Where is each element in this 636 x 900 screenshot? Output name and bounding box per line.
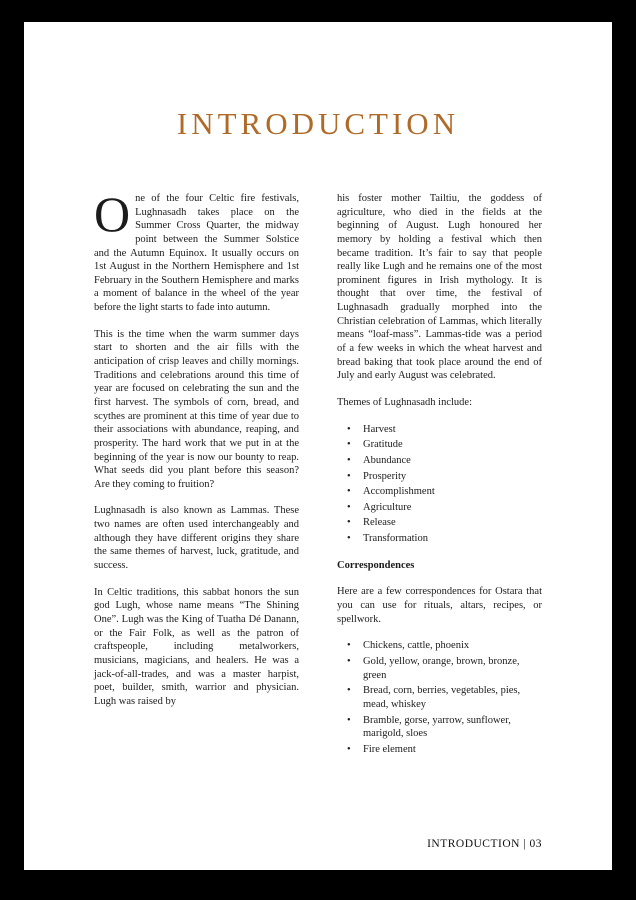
list-item: • Accomplishment	[347, 485, 542, 499]
correspondences-heading: Correspondences	[337, 559, 415, 571]
left-column	[94, 186, 299, 769]
paragraph-dropcap	[94, 186, 299, 315]
paragraph: This is the time when the warm summer days start to shorten and the air fills with the anticipation of crisp leaves and chilly mornings. Traditions and celebrations around this time of year are focused on celebrating the sun and the first harvest. The symbols of corn, bread, and scythes are prominent at this time of year due to their associations with abundance, reaping, and prosperity. The hard work that we put in at the beginning of the year is now our bounty to reap. What seeds did you plant before this season? Are they coming to fruition?	[94, 328, 299, 490]
paragraph-text: ne of the four Celtic fire festivals, Lughnasadh takes place on the Summer Cross Quarter, the midway point between the Summer Solstice and the Autumn Equinox. It usually occurs on 1st August in the Northern Hemisphere and 1st February in the Southern Hemisphere and marks a moment of balance in the wheel of the year before the light starts to fade into autumn.	[94, 193, 299, 314]
list-item: • Harvest	[347, 423, 542, 437]
page-footer: INTRODUCTION | 03	[427, 838, 542, 850]
list-item: • Gold, yellow, orange, brown, bronze, green	[347, 655, 542, 682]
paragraph: Lughnasadh is also known as Lammas. These two names are often used interchangeably and although they have different origins they share the same themes of harvest, luck, gratitude, and success.	[94, 505, 299, 572]
right-column	[337, 192, 542, 769]
correspondences-list	[347, 639, 542, 756]
book-page	[24, 22, 612, 870]
correspondences-intro: Here are a few correspondences for Ostara that you can use for rituals, altars, recipes, or spellwork.	[337, 586, 542, 625]
list-item: • Fire element	[347, 743, 542, 757]
themes-intro: Themes of Lughnasadh include:	[337, 396, 473, 408]
list-item: • Transformation	[347, 532, 542, 546]
list-item: • Release	[347, 516, 542, 530]
list-item: • Bramble, gorse, yarrow, sunflower, marigold, sloes	[347, 714, 542, 741]
page-title: INTRODUCTION	[176, 106, 460, 141]
themes-list	[347, 423, 542, 546]
two-column-body	[24, 186, 612, 769]
list-item: • Abundance	[347, 454, 542, 468]
paragraph: his foster mother Tailtiu, the goddess of agriculture, who died in the fields at the beginning of August. Lugh honoured her memory by holding a festival which then became tradition. It’s fair to say that people really like Lugh and he remains one of the most prominent figures in Irish mythology. It is thought that over time, the festival of Lughnasadh gradually morphed into the Christian celebration of Lammas, which literally means “loaf-mass”. Lammas-tide was a period of a few weeks in which the wheat harvest and bread baking that took place around the end of July and early August was celebrated.	[337, 193, 542, 382]
list-item: • Chickens, cattle, phoenix	[347, 639, 542, 653]
list-item: • Agriculture	[347, 501, 542, 515]
list-item: • Gratitude	[347, 438, 542, 452]
list-item: • Bread, corn, berries, vegetables, pies, mead, whiskey	[347, 684, 542, 711]
paragraph: In Celtic traditions, this sabbat honors the sun god Lugh, whose name means “The Shining One”. Lugh was the King of Tuatha Dé Danann, or the Fair Folk, as well as the patron of craftspeople, including metalworkers, musicians, magicians, and healers. He was a jack-of-all-trades, and was a master harpist, poet, builder, smith, warrior and physician. Lugh was raised by	[94, 586, 299, 707]
list-item: • Prosperity	[347, 470, 542, 484]
drop-cap: O	[94, 186, 131, 242]
